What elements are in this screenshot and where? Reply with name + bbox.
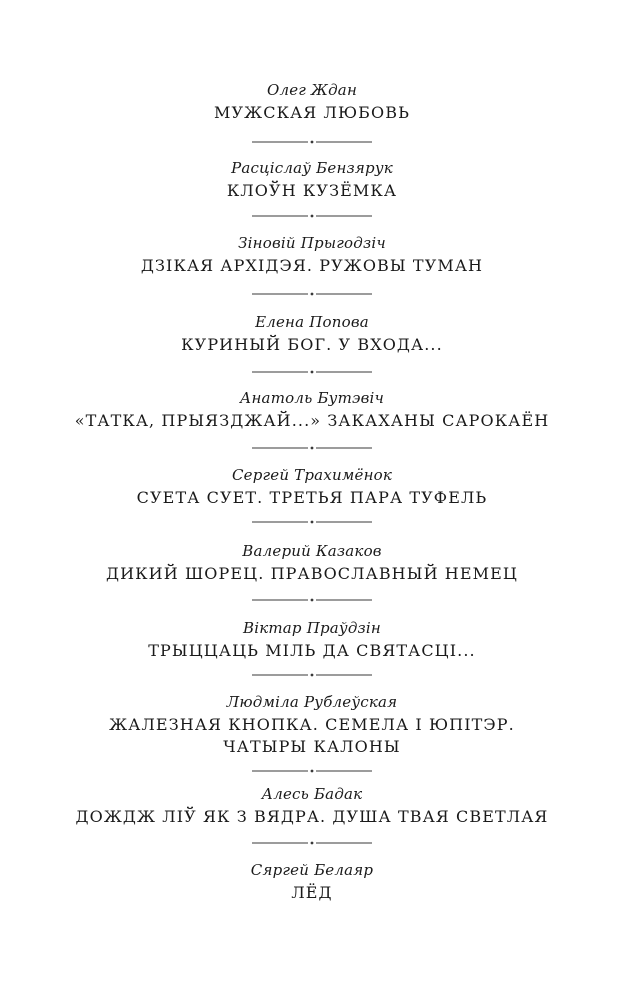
author-name: Сергей Трахимёнок — [231, 466, 393, 484]
contents-entry — [0, 313, 624, 356]
author-name: Сяргей Белаяр — [250, 861, 374, 879]
author-name: Расціслаў Бензярук — [231, 159, 393, 177]
work-title: ТРЫЦЦАЦЬ МІЛЬ ДА СВЯТАСЦІ... — [148, 641, 476, 660]
separator-ornament — [0, 839, 624, 847]
separator-ornament — [0, 368, 624, 376]
separator-ornament — [0, 290, 624, 298]
separator-ornament — [0, 596, 624, 604]
contents-entry — [0, 542, 624, 585]
contents-entry — [0, 619, 624, 662]
contents-entry — [0, 159, 624, 202]
author-name: Анатоль Бутэвіч — [239, 389, 385, 407]
separator-ornament — [0, 212, 624, 220]
separator-ornament — [0, 518, 624, 526]
work-title: КУРИНЫЙ БОГ. У ВХОДА... — [181, 335, 443, 354]
author-name: Олег Ждан — [266, 81, 358, 99]
work-title: ЖАЛЕЗНАЯ КНОПКА. СЕМЕЛА І ЮПІТЭР. — [109, 715, 515, 734]
work-title: МУЖСКАЯ ЛЮБОВЬ — [214, 103, 410, 122]
author-name: Віктар Праўдзін — [242, 619, 381, 637]
contents-entry — [0, 234, 624, 277]
separator-ornament — [0, 671, 624, 679]
author-name: Елена Попова — [255, 313, 369, 331]
author-name: Людміла Рублеўская — [226, 693, 398, 711]
contents-entry — [0, 81, 624, 124]
work-title: «ТАТКА, ПРЫЯЗДЖАЙ...» ЗАКАХАНЫ САРОКАЁН — [74, 411, 550, 430]
work-title: ДЗІКАЯ АРХІДЭЯ. РУЖОВЫ ТУМАН — [140, 256, 484, 275]
contents-entry — [0, 389, 624, 432]
separator-ornament — [0, 138, 624, 146]
contents-entry — [0, 466, 624, 509]
work-title: ЛЁД — [291, 883, 333, 902]
work-title-continued: ЧАТЫРЫ КАЛОНЫ — [223, 737, 401, 756]
separator-ornament — [0, 444, 624, 452]
contents-entry — [0, 693, 624, 758]
work-title: СУЕТА СУЕТ. ТРЕТЬЯ ПАРА ТУФЕЛЬ — [136, 488, 488, 507]
separator-ornament — [0, 767, 624, 775]
contents-entry — [0, 861, 624, 904]
author-name: Алесь Бадак — [261, 785, 363, 803]
work-title: ДИКИЙ ШОРЕЦ. ПРАВОСЛАВНЫЙ НЕМЕЦ — [106, 564, 518, 583]
author-name: Валерий Казаков — [242, 542, 382, 560]
work-title: КЛОЎН КУЗЁМКА — [226, 181, 398, 200]
contents-entry — [0, 785, 624, 828]
work-title: ДОЖДЖ ЛІЎ ЯК З ВЯДРА. ДУША ТВАЯ СВЕТЛАЯ — [75, 807, 549, 826]
author-name: Зіновій Прыгодзіч — [238, 234, 386, 252]
